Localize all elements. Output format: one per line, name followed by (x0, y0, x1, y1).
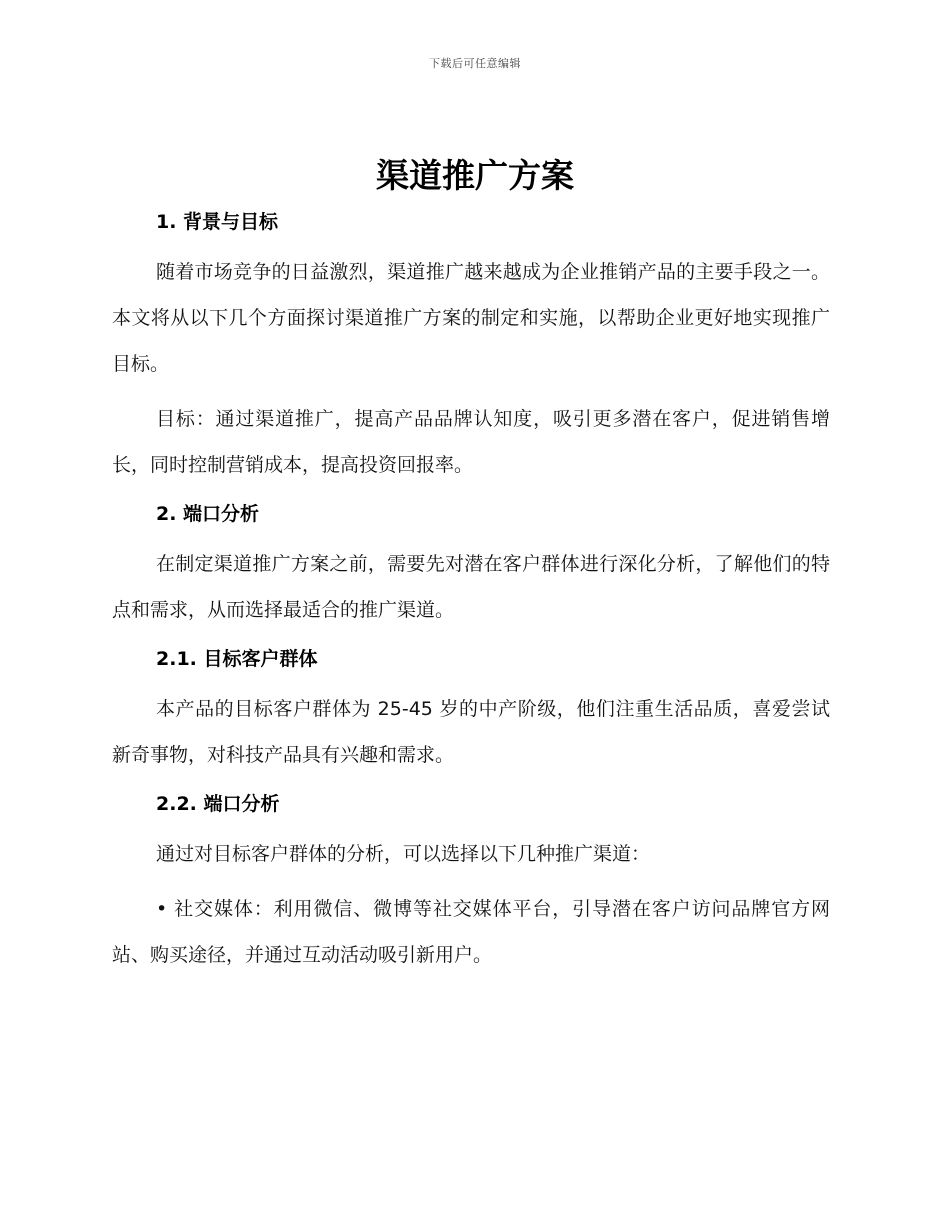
header-note: 下载后可任意编辑 (429, 57, 521, 70)
paragraph-target-customers: 本产品的目标客户群体为 25-45 岁的中产阶级，他们注重生活品质，喜爱尝试新奇事物，对科技产品具有兴趣和需求。 (112, 698, 830, 766)
paragraph-channel-intro: 通过对目标客户群体的分析，可以选择以下几种推广渠道： (156, 843, 651, 865)
section-heading-port-analysis: 2. 端口分析 (156, 503, 260, 525)
paragraph-port-analysis: 在制定渠道推广方案之前，需要先对潜在客户群体进行深化分析，了解他们的特点和需求，从而选择最适合的推广渠道。 (112, 553, 830, 621)
document-body (112, 205, 830, 978)
document-title: 渠道推广方案 (376, 156, 574, 195)
section-heading-background-goals: 1. 背景与目标 (156, 211, 279, 233)
paragraph-background: 随着市场竞争的日益激烈，渠道推广越来越成为企业推销产品的主要手段之一。本文将从以下几个方面探讨渠道推广方案的制定和实施，以帮助企业更好地实现推广目标。 (112, 261, 830, 375)
list-item-social-media: • 社交媒体：利用微信、微博等社交媒体平台，引导潜在客户访问品牌官方网站、购买途径，并通过互动活动吸引新用户。 (112, 898, 830, 966)
paragraph-goals: 目标：通过渠道推广，提高产品品牌认知度，吸引更多潜在客户，促进销售增长，同时控制营销成本，提高投资回报率。 (112, 408, 830, 476)
section-heading-target-customers: 2.1. 目标客户群体 (156, 648, 318, 670)
section-heading-channel-analysis: 2.2. 端口分析 (156, 793, 280, 815)
